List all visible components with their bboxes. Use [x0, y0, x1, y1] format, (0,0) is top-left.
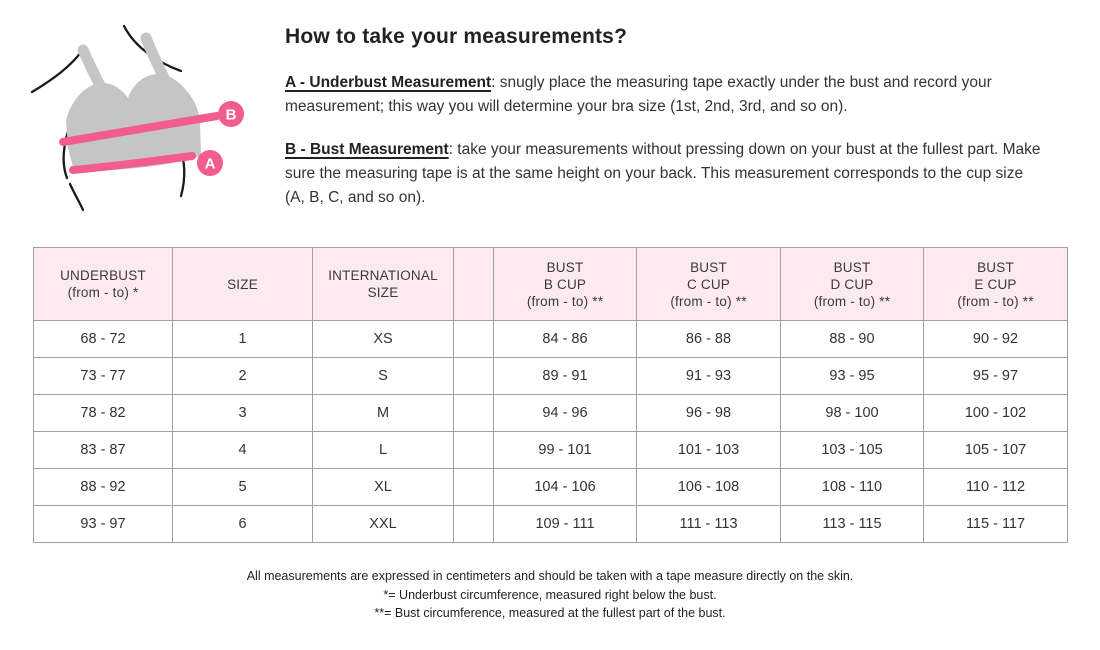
table-cell: 109 - 111: [494, 506, 637, 543]
table-cell: 89 - 91: [494, 358, 637, 395]
table-cell: [454, 358, 494, 395]
table-cell: 103 - 105: [781, 432, 924, 469]
table-row: [34, 358, 1068, 395]
instructions-section: [285, 25, 1043, 229]
table-cell: 96 - 98: [637, 395, 781, 432]
bust-instruction-text: : take your measurements without pressing down on your bust at the fullest part. Make sure the measuring tape is at the same height on your back. This measurement corresponds to the cup size (A, B, C, and so on).: [285, 141, 1041, 206]
badge-a-label: A: [204, 155, 216, 173]
table-cell: 1: [173, 321, 313, 358]
table-cell: [454, 432, 494, 469]
table-cell: [454, 506, 494, 543]
table-cell: 108 - 110: [781, 469, 924, 506]
column-header: SIZE: [173, 248, 313, 321]
table-cell: 2: [173, 358, 313, 395]
column-header: BUST D CUP (from - to) **: [781, 248, 924, 321]
size-table-section: [33, 247, 1067, 543]
column-header: UNDERBUST (from - to) *: [34, 248, 173, 321]
table-cell: 104 - 106: [494, 469, 637, 506]
underbust-instruction-text: : snugly place the measuring tape exactly under the bust and record your measurement; this way you will determine your bra size (1st, 2nd, 3rd, and so on).: [285, 74, 992, 115]
table-cell: M: [313, 395, 454, 432]
table-cell: 90 - 92: [924, 321, 1068, 358]
column-header: BUST B CUP (from - to) **: [494, 248, 637, 321]
table-cell: 5: [173, 469, 313, 506]
table-cell: L: [313, 432, 454, 469]
table-cell: XL: [313, 469, 454, 506]
body-outline-left-arm-lower: [70, 184, 83, 210]
underbust-instruction: [285, 71, 1043, 119]
table-cell: 115 - 117: [924, 506, 1068, 543]
table-cell: [454, 395, 494, 432]
table-cell: 105 - 107: [924, 432, 1068, 469]
table-cell: 110 - 112: [924, 469, 1068, 506]
bra-diagram: [20, 8, 270, 236]
body-outline-back-neck: [32, 48, 84, 92]
table-cell: 101 - 103: [637, 432, 781, 469]
table-cell: 95 - 97: [924, 358, 1068, 395]
table-cell: 3: [173, 395, 313, 432]
size-table: [33, 247, 1068, 543]
table-row: [34, 506, 1068, 543]
table-cell: 106 - 108: [637, 469, 781, 506]
table-cell: 98 - 100: [781, 395, 924, 432]
table-cell: 68 - 72: [34, 321, 173, 358]
table-cell: 86 - 88: [637, 321, 781, 358]
table-cell: 100 - 102: [924, 395, 1068, 432]
table-cell: [454, 469, 494, 506]
page-title: How to take your measurements?: [285, 25, 628, 48]
badge-b-label: B: [225, 106, 237, 124]
table-cell: 73 - 77: [34, 358, 173, 395]
table-cell: 93 - 97: [34, 506, 173, 543]
footnote-units: All measurements are expressed in centimeters and should be taken with a tape measure directly on the skin.: [246, 569, 854, 583]
table-row: [34, 321, 1068, 358]
column-header: INTERNATIONAL SIZE: [313, 248, 454, 321]
underbust-instruction-lead: A - Underbust Measurement: [285, 74, 492, 91]
table-cell: 111 - 113: [637, 506, 781, 543]
bust-instruction-lead: B - Bust Measurement: [285, 141, 449, 158]
footnote-underbust: *= Underbust circumference, measured right below the bust.: [383, 587, 717, 602]
table-cell: XXL: [313, 506, 454, 543]
table-cell: XS: [313, 321, 454, 358]
table-row: [34, 432, 1068, 469]
measurement-illustration: [20, 8, 270, 236]
size-table-header: [34, 248, 1068, 321]
table-cell: S: [313, 358, 454, 395]
table-cell: 88 - 90: [781, 321, 924, 358]
size-table-body: [34, 321, 1068, 543]
table-cell: 88 - 92: [34, 469, 173, 506]
table-cell: 84 - 86: [494, 321, 637, 358]
footnote-bust: **= Bust circumference, measured at the fullest part of the bust.: [374, 606, 726, 620]
footnotes: [33, 567, 1067, 623]
bust-instruction: [285, 138, 1043, 210]
column-header: BUST C CUP (from - to) **: [637, 248, 781, 321]
column-header: [454, 248, 494, 321]
table-row: [34, 395, 1068, 432]
table-cell: 83 - 87: [34, 432, 173, 469]
table-cell: [454, 321, 494, 358]
column-header: BUST E CUP (from - to) **: [924, 248, 1068, 321]
table-cell: 6: [173, 506, 313, 543]
table-cell: 113 - 115: [781, 506, 924, 543]
table-cell: 99 - 101: [494, 432, 637, 469]
table-row: [34, 469, 1068, 506]
table-cell: 94 - 96: [494, 395, 637, 432]
table-cell: 91 - 93: [637, 358, 781, 395]
table-cell: 4: [173, 432, 313, 469]
table-cell: 93 - 95: [781, 358, 924, 395]
table-cell: 78 - 82: [34, 395, 173, 432]
